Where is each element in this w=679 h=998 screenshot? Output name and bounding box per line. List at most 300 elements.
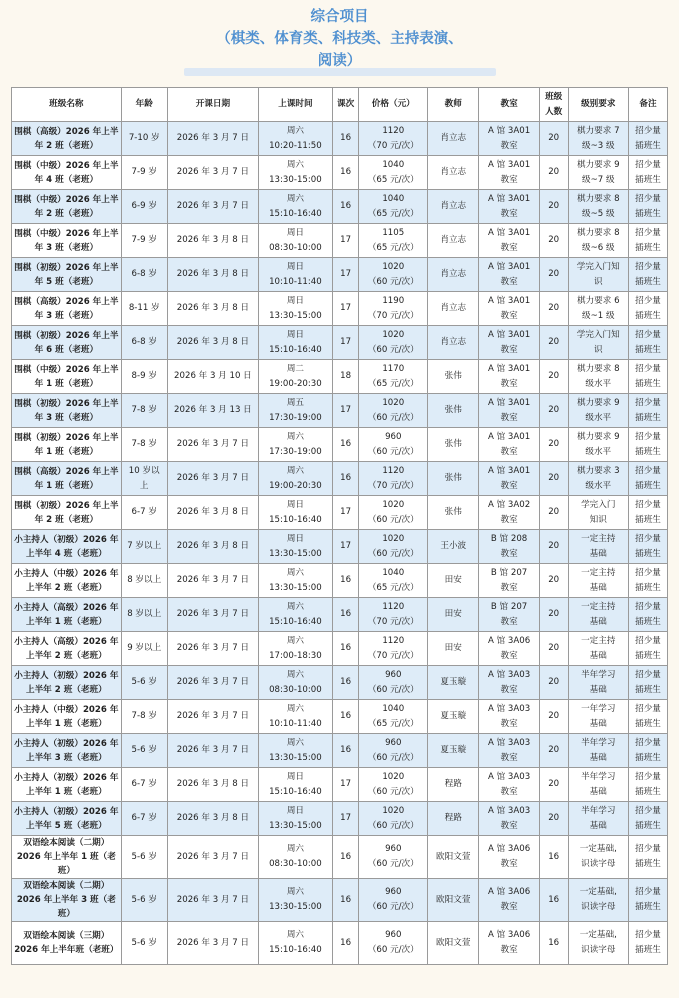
header-row [12,88,668,122]
course-table [11,87,668,965]
cell-classroom: B 馆 207 教室 [479,564,539,598]
table-row [12,632,668,666]
cell-teacher: 田安 [428,564,479,598]
cell-note: 招少量 插班生 [629,632,668,666]
table-row [12,326,668,360]
cell-teacher: 欧阳文萱 [428,879,479,922]
cell-start-date: 2026 年 3 月 7 日 [167,564,258,598]
cell-classroom: A 馆 3A06 教室 [479,632,539,666]
cell-price: 1020 （60 元/次） [359,768,428,802]
cell-start-date: 2026 年 3 月 7 日 [167,156,258,190]
header-class-name: 班级名称 [12,88,122,122]
cell-class-name: 小主持人（中级）2026 年上半年 2 班（老班） [12,564,122,598]
cell-classroom: A 馆 3A01 教室 [479,428,539,462]
cell-level: 棋力要求 8 级~5 级 [568,190,628,224]
cell-note: 招少量 插班生 [629,326,668,360]
cell-classroom: A 馆 3A01 教室 [479,258,539,292]
cell-price: 1040 （65 元/次） [359,190,428,224]
header-note: 备注 [629,88,668,122]
cell-class-size: 20 [539,190,568,224]
cell-class-size: 20 [539,292,568,326]
cell-sessions: 16 [332,598,359,632]
cell-start-date: 2026 年 3 月 8 日 [167,258,258,292]
cell-teacher: 肖立志 [428,292,479,326]
cell-age: 10 岁以 上 [121,462,167,496]
cell-class-name: 小主持人（初级）2026 年上半年 3 班（老班） [12,734,122,768]
cell-age: 8 岁以上 [121,564,167,598]
cell-level: 一定主持 基础 [568,632,628,666]
cell-price: 960 （60 元/次） [359,666,428,700]
cell-class-size: 20 [539,632,568,666]
cell-class-size: 20 [539,462,568,496]
table-row [12,666,668,700]
cell-sessions: 16 [332,428,359,462]
cell-price: 960 （60 元/次） [359,879,428,922]
cell-class-name: 小主持人（初级）2026 年上半年 2 班（老班） [12,666,122,700]
cell-price: 960 （60 元/次） [359,428,428,462]
table-row [12,598,668,632]
cell-sessions: 17 [332,224,359,258]
cell-class-name: 围棋（高级）2026 年上半年 3 班（老班） [12,292,122,326]
cell-sessions: 16 [332,734,359,768]
cell-start-date: 2026 年 3 月 7 日 [167,922,258,965]
cell-age: 7 岁以上 [121,530,167,564]
cell-teacher: 肖立志 [428,224,479,258]
cell-sessions: 16 [332,836,359,879]
cell-price: 1190 （70 元/次） [359,292,428,326]
cell-price: 1040 （65 元/次） [359,156,428,190]
cell-class-size: 20 [539,564,568,598]
table-row [12,802,668,836]
cell-class-time: 周六 17:00-18:30 [259,632,333,666]
cell-level: 半年学习 基础 [568,666,628,700]
cell-classroom: A 馆 3A06 教室 [479,836,539,879]
cell-price: 1040 （65 元/次） [359,564,428,598]
cell-classroom: A 馆 3A01 教室 [479,326,539,360]
cell-class-size: 20 [539,156,568,190]
cell-class-time: 周六 19:00-20:30 [259,462,333,496]
cell-teacher: 田安 [428,632,479,666]
cell-start-date: 2026 年 3 月 8 日 [167,530,258,564]
cell-classroom: A 馆 3A02 教室 [479,496,539,530]
table-row [12,462,668,496]
cell-class-name: 围棋（初级）2026 年上半年 6 班（老班） [12,326,122,360]
cell-class-time: 周日 15:10-16:40 [259,326,333,360]
cell-class-time: 周二 19:00-20:30 [259,360,333,394]
cell-level: 棋力要求 9 级~7 级 [568,156,628,190]
cell-teacher: 肖立志 [428,156,479,190]
cell-note: 招少量 插班生 [629,922,668,965]
cell-teacher: 夏玉璇 [428,700,479,734]
cell-teacher: 夏玉璇 [428,734,479,768]
cell-class-name: 双语绘本阅读（二期）2026 年上半年 1 班（老班） [12,836,122,879]
cell-age: 7-8 岁 [121,428,167,462]
table-row [12,700,668,734]
cell-note: 招少量 插班生 [629,598,668,632]
cell-teacher: 张伟 [428,462,479,496]
cell-class-time: 周日 15:10-16:40 [259,496,333,530]
cell-sessions: 17 [332,326,359,360]
table-row [12,530,668,564]
cell-sessions: 16 [332,922,359,965]
cell-level: 一年学习 基础 [568,700,628,734]
cell-age: 6-8 岁 [121,258,167,292]
cell-class-time: 周日 13:30-15:00 [259,292,333,326]
cell-start-date: 2026 年 3 月 8 日 [167,802,258,836]
cell-start-date: 2026 年 3 月 7 日 [167,836,258,879]
cell-level: 棋力要求 9 级水平 [568,394,628,428]
cell-class-name: 小主持人（中级）2026 年上半年 1 班（老班） [12,700,122,734]
cell-class-name: 双语绘本阅读（二期）2026 年上半年 3 班（老班） [12,879,122,922]
cell-class-size: 16 [539,836,568,879]
cell-class-time: 周日 13:30-15:00 [259,802,333,836]
cell-start-date: 2026 年 3 月 7 日 [167,428,258,462]
cell-level: 半年学习 基础 [568,802,628,836]
cell-note: 招少量 插班生 [629,428,668,462]
cell-class-name: 小主持人（初级）2026 年上半年 5 班（老班） [12,802,122,836]
cell-teacher: 张伟 [428,394,479,428]
cell-class-name: 双语绘本阅读（三期）2026 年上半年班（老班） [12,922,122,965]
header-classroom: 教室 [479,88,539,122]
cell-age: 6-7 岁 [121,802,167,836]
cell-class-time: 周六 08:30-10:00 [259,836,333,879]
cell-class-name: 围棋（初级）2026 年上半年 3 班（老班） [12,394,122,428]
cell-class-name: 围棋（初级）2026 年上半年 5 班（老班） [12,258,122,292]
cell-classroom: A 馆 3A01 教室 [479,462,539,496]
cell-age: 9 岁以上 [121,632,167,666]
cell-class-time: 周日 10:10-11:40 [259,258,333,292]
table-row [12,768,668,802]
cell-price: 1120 （70 元/次） [359,598,428,632]
cell-classroom: A 馆 3A03 教室 [479,700,539,734]
table-row [12,428,668,462]
cell-price: 960 （60 元/次） [359,734,428,768]
cell-class-size: 16 [539,879,568,922]
cell-level: 棋力要求 8 级~6 级 [568,224,628,258]
cell-price: 1105 （65 元/次） [359,224,428,258]
table-body [12,122,668,965]
table-row [12,190,668,224]
cell-note: 招少量 插班生 [629,530,668,564]
cell-teacher: 王小波 [428,530,479,564]
cell-start-date: 2026 年 3 月 7 日 [167,879,258,922]
cell-class-name: 围棋（中级）2026 年上半年 1 班（老班） [12,360,122,394]
cell-class-size: 20 [539,700,568,734]
cell-class-size: 16 [539,922,568,965]
cell-class-time: 周日 08:30-10:00 [259,224,333,258]
cell-sessions: 18 [332,360,359,394]
cell-class-time: 周六 15:10-16:40 [259,598,333,632]
cell-classroom: A 馆 3A01 教室 [479,292,539,326]
table-row [12,564,668,598]
cell-class-time: 周六 13:30-15:00 [259,156,333,190]
cell-note: 招少量 插班生 [629,836,668,879]
cell-age: 8 岁以上 [121,598,167,632]
cell-level: 棋力要求 6 级~1 级 [568,292,628,326]
cell-class-size: 20 [539,496,568,530]
cell-note: 招少量 插班生 [629,360,668,394]
cell-price: 1020 （60 元/次） [359,530,428,564]
cell-start-date: 2026 年 3 月 8 日 [167,224,258,258]
cell-sessions: 16 [332,122,359,156]
cell-sessions: 17 [332,292,359,326]
cell-start-date: 2026 年 3 月 7 日 [167,666,258,700]
table-row [12,258,668,292]
cell-level: 一定基础, 识读字母 [568,922,628,965]
cell-note: 招少量 插班生 [629,224,668,258]
cell-classroom: A 馆 3A01 教室 [479,122,539,156]
title-line-1: 综合项目 [310,9,369,25]
table-row [12,496,668,530]
cell-start-date: 2026 年 3 月 7 日 [167,190,258,224]
title-line-2: （棋类、体育类、科技类、主持表演、 [216,31,463,47]
cell-level: 学完入门知 识 [568,258,628,292]
cell-start-date: 2026 年 3 月 8 日 [167,292,258,326]
table-row [12,122,668,156]
cell-teacher: 张伟 [428,428,479,462]
cell-class-time: 周日 15:10-16:40 [259,768,333,802]
cell-age: 6-9 岁 [121,190,167,224]
cell-note: 招少量 插班生 [629,496,668,530]
cell-class-size: 20 [539,768,568,802]
cell-classroom: B 馆 208 教室 [479,530,539,564]
cell-class-size: 20 [539,258,568,292]
table-row [12,292,668,326]
cell-class-name: 围棋（中级）2026 年上半年 2 班（老班） [12,190,122,224]
cell-start-date: 2026 年 3 月 7 日 [167,462,258,496]
cell-class-time: 周六 15:10-16:40 [259,922,333,965]
cell-start-date: 2026 年 3 月 7 日 [167,632,258,666]
cell-age: 5-6 岁 [121,879,167,922]
header-level: 级别要求 [568,88,628,122]
cell-age: 7-10 岁 [121,122,167,156]
cell-teacher: 欧阳文萱 [428,836,479,879]
cell-class-name: 围棋（初级）2026 年上半年 2 班（老班） [12,496,122,530]
cell-start-date: 2026 年 3 月 7 日 [167,122,258,156]
cell-class-size: 20 [539,666,568,700]
header-sessions: 课次 [332,88,359,122]
cell-age: 5-6 岁 [121,836,167,879]
cell-age: 5-6 岁 [121,922,167,965]
cell-age: 6-8 岁 [121,326,167,360]
cell-note: 招少量 插班生 [629,768,668,802]
cell-note: 招少量 插班生 [629,802,668,836]
cell-price: 1120 （70 元/次） [359,122,428,156]
cell-class-name: 小主持人（初级）2026 年上半年 4 班（老班） [12,530,122,564]
cell-class-name: 围棋（高级）2026 年上半年 2 班（老班） [12,122,122,156]
cell-level: 半年学习 基础 [568,768,628,802]
cell-sessions: 16 [332,632,359,666]
cell-class-size: 20 [539,360,568,394]
cell-start-date: 2026 年 3 月 8 日 [167,496,258,530]
cell-level: 学完入门 知识 [568,496,628,530]
cell-price: 1120 （70 元/次） [359,462,428,496]
cell-class-time: 周日 13:30-15:00 [259,530,333,564]
cell-age: 8-9 岁 [121,360,167,394]
header-class-size: 班级人数 [539,88,568,122]
cell-classroom: A 馆 3A01 教室 [479,190,539,224]
cell-classroom: A 馆 3A01 教室 [479,156,539,190]
cell-price: 1020 （60 元/次） [359,496,428,530]
cell-age: 7-8 岁 [121,394,167,428]
cell-note: 招少量 插班生 [629,190,668,224]
table-row [12,836,668,879]
cell-class-time: 周五 17:30-19:00 [259,394,333,428]
cell-age: 6-7 岁 [121,768,167,802]
cell-sessions: 16 [332,190,359,224]
cell-note: 招少量 插班生 [629,564,668,598]
cell-price: 1020 （60 元/次） [359,258,428,292]
cell-start-date: 2026 年 3 月 7 日 [167,598,258,632]
cell-price: 1020 （60 元/次） [359,394,428,428]
cell-teacher: 程路 [428,802,479,836]
cell-sessions: 16 [332,666,359,700]
cell-start-date: 2026 年 3 月 7 日 [167,700,258,734]
cell-sessions: 16 [332,462,359,496]
cell-teacher: 肖立志 [428,122,479,156]
cell-teacher: 张伟 [428,496,479,530]
cell-class-time: 周六 13:30-15:00 [259,734,333,768]
cell-teacher: 肖立志 [428,326,479,360]
cell-sessions: 16 [332,879,359,922]
table-row [12,224,668,258]
cell-class-time: 周六 10:20-11:50 [259,122,333,156]
cell-teacher: 程路 [428,768,479,802]
cell-price: 960 （60 元/次） [359,922,428,965]
table-row [12,360,668,394]
cell-classroom: A 馆 3A03 教室 [479,802,539,836]
cell-class-time: 周六 13:30-15:00 [259,564,333,598]
table-row [12,394,668,428]
cell-class-time: 周六 08:30-10:00 [259,666,333,700]
cell-class-size: 20 [539,224,568,258]
cell-class-size: 20 [539,394,568,428]
header-price: 价格（元） [359,88,428,122]
cell-age: 7-9 岁 [121,156,167,190]
table-row [12,734,668,768]
cell-class-time: 周六 13:30-15:00 [259,879,333,922]
cell-teacher: 夏玉璇 [428,666,479,700]
cell-level: 棋力要求 7 级~3 级 [568,122,628,156]
table-row [12,879,668,922]
cell-level: 棋力要求 8 级水平 [568,360,628,394]
cell-class-size: 20 [539,734,568,768]
cell-note: 招少量 插班生 [629,734,668,768]
header-teacher: 教师 [428,88,479,122]
cell-start-date: 2026 年 3 月 13 日 [167,394,258,428]
cell-level: 一定主持 基础 [568,530,628,564]
cell-class-size: 20 [539,530,568,564]
cell-sessions: 16 [332,700,359,734]
cell-classroom: B 馆 207 教室 [479,598,539,632]
cell-age: 5-6 岁 [121,734,167,768]
header-age: 年龄 [121,88,167,122]
cell-classroom: A 馆 3A06 教室 [479,922,539,965]
cell-class-size: 20 [539,598,568,632]
cell-teacher: 田安 [428,598,479,632]
header-class-time: 上课时间 [259,88,333,122]
cell-teacher: 肖立志 [428,258,479,292]
cell-class-name: 围棋（高级）2026 年上半年 1 班（老班） [12,462,122,496]
cell-class-time: 周六 15:10-16:40 [259,190,333,224]
cell-classroom: A 馆 3A06 教室 [479,879,539,922]
cell-age: 5-6 岁 [121,666,167,700]
cell-sessions: 17 [332,496,359,530]
table-row [12,156,668,190]
cell-level: 一定基础, 识读字母 [568,879,628,922]
cell-class-name: 小主持人（高级）2026 年上半年 1 班（老班） [12,598,122,632]
cell-age: 7-9 岁 [121,224,167,258]
cell-sessions: 16 [332,156,359,190]
cell-teacher: 欧阳文萱 [428,922,479,965]
cell-level: 半年学习 基础 [568,734,628,768]
page-title [0,6,679,72]
cell-class-name: 围棋（中级）2026 年上半年 3 班（老班） [12,224,122,258]
cell-level: 一定主持 基础 [568,598,628,632]
cell-note: 招少量 插班生 [629,292,668,326]
cell-start-date: 2026 年 3 月 8 日 [167,768,258,802]
cell-teacher: 肖立志 [428,190,479,224]
cell-start-date: 2026 年 3 月 7 日 [167,734,258,768]
cell-class-name: 围棋（初级）2026 年上半年 1 班（老班） [12,428,122,462]
cell-note: 招少量 插班生 [629,258,668,292]
cell-class-size: 20 [539,802,568,836]
cell-start-date: 2026 年 3 月 10 日 [167,360,258,394]
cell-age: 8-11 岁 [121,292,167,326]
cell-price: 1020 （60 元/次） [359,802,428,836]
cell-start-date: 2026 年 3 月 8 日 [167,326,258,360]
cell-price: 1020 （60 元/次） [359,326,428,360]
cell-note: 招少量 插班生 [629,462,668,496]
cell-sessions: 17 [332,258,359,292]
cell-class-size: 20 [539,326,568,360]
cell-class-size: 20 [539,428,568,462]
cell-classroom: A 馆 3A03 教室 [479,734,539,768]
cell-price: 960 （60 元/次） [359,836,428,879]
cell-level: 一定基础, 识读字母 [568,836,628,879]
cell-sessions: 17 [332,530,359,564]
cell-classroom: A 馆 3A03 教室 [479,768,539,802]
cell-price: 1040 （65 元/次） [359,700,428,734]
cell-classroom: A 馆 3A03 教室 [479,666,539,700]
cell-note: 招少量 插班生 [629,879,668,922]
cell-level: 一定主持 基础 [568,564,628,598]
cell-note: 招少量 插班生 [629,394,668,428]
cell-sessions: 17 [332,394,359,428]
cell-sessions: 17 [332,802,359,836]
cell-note: 招少量 插班生 [629,122,668,156]
cell-level: 学完入门知 识 [568,326,628,360]
cell-classroom: A 馆 3A01 教室 [479,224,539,258]
cell-note: 招少量 插班生 [629,700,668,734]
title-line-3: 阅读） [317,53,362,69]
cell-teacher: 张伟 [428,360,479,394]
cell-sessions: 16 [332,564,359,598]
cell-price: 1120 （70 元/次） [359,632,428,666]
cell-class-time: 周六 10:10-11:40 [259,700,333,734]
cell-class-time: 周六 17:30-19:00 [259,428,333,462]
cell-note: 招少量 插班生 [629,156,668,190]
cell-classroom: A 馆 3A01 教室 [479,360,539,394]
cell-level: 棋力要求 9 级水平 [568,428,628,462]
cell-class-name: 围棋（中级）2026 年上半年 4 班（老班） [12,156,122,190]
cell-class-size: 20 [539,122,568,156]
cell-classroom: A 馆 3A01 教室 [479,394,539,428]
cell-sessions: 17 [332,768,359,802]
cell-class-name: 小主持人（高级）2026 年上半年 2 班（老班） [12,632,122,666]
cell-age: 7-8 岁 [121,700,167,734]
cell-class-name: 小主持人（初级）2026 年上半年 1 班（老班） [12,768,122,802]
